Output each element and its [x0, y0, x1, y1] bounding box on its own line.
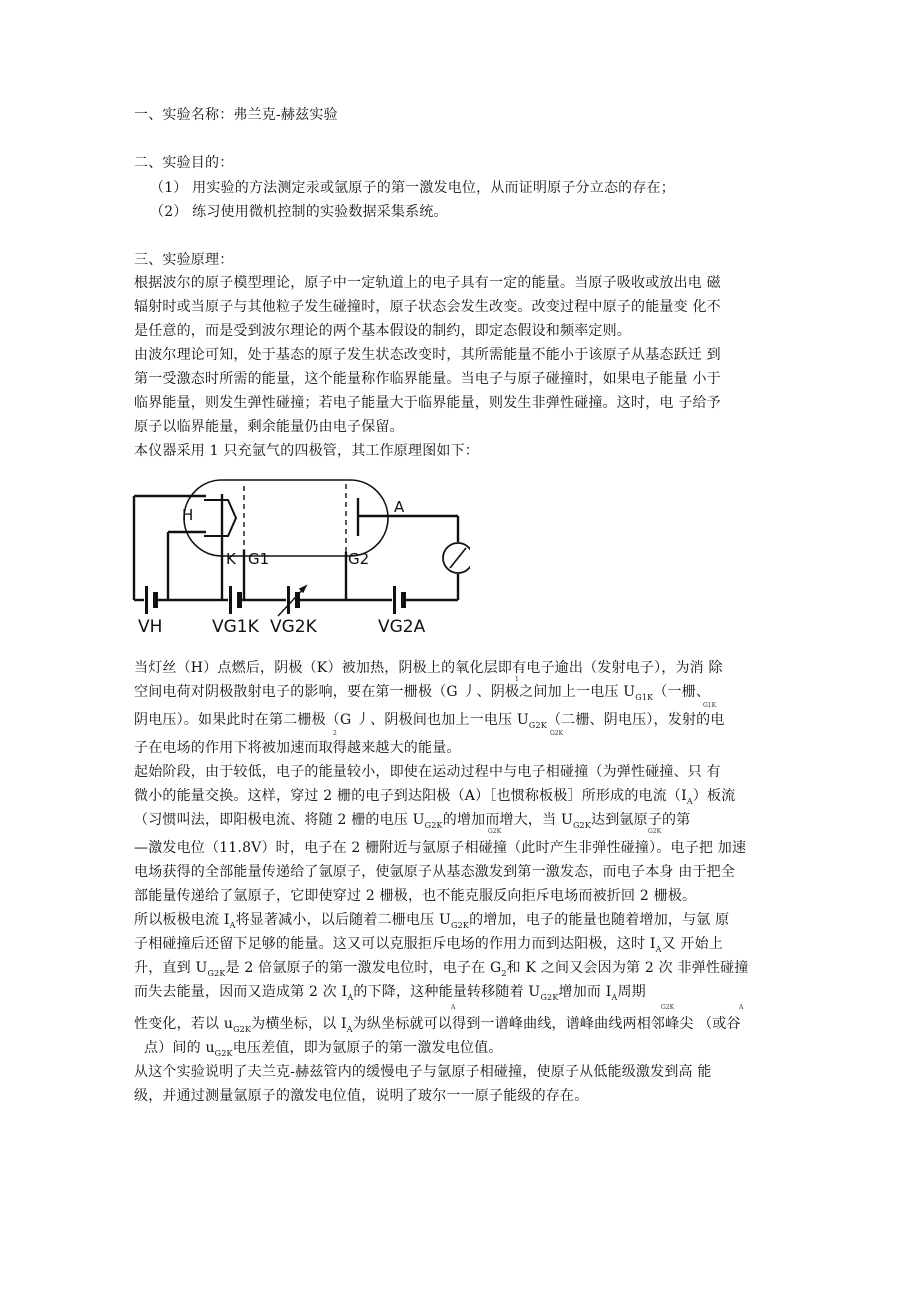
para2-line-2: 第一受激态时所需的能量，这个能量称作临界能量。当电子与原子碰撞时，如果电子能量 小于: [134, 371, 721, 387]
para3-line-2-tail: （一栅、: [653, 684, 711, 700]
para5-line-1: [134, 911, 729, 935]
sub-g2k-6: G2K: [540, 992, 559, 1002]
para5-line-5-text: 性变化，若以 u: [134, 1016, 234, 1032]
battery-vg1k-short-plate: [237, 592, 242, 608]
para5-line-2-tail: 又 开始上: [661, 936, 724, 952]
tiny-note-g2k-3: G2K: [648, 828, 662, 835]
para2-line-5: 本仪器采用 1 只充氩气的四极管，其工作原理图如下：: [134, 443, 480, 459]
para5-line-6-text: 点）间的 u: [144, 1040, 215, 1056]
para6-line-1: 从这个实验说明了夫兰克-赫兹管内的缓慢电子与氩原子相碰撞，使原子从低能级激发到高 能: [134, 1064, 712, 1080]
para5-line-4-tail: 周期: [617, 984, 646, 1000]
objective-1: （1） 用实验的方法测定汞或氩原子的第一激发电位，从而证明原子分立态的存在；: [150, 180, 675, 196]
tiny-note-g1k: G1K: [703, 702, 717, 709]
para5-line-5: [134, 1015, 741, 1039]
para1-line-3: 是任意的，而是受到波尔理论的两个基本假设的制约，即定态假设和频率定则。: [134, 323, 631, 339]
para4-line-5: 电场获得的全部能量传递给了氩原子，使氩原子从基态激发到第一激发态，而电子本身 由于把全: [134, 864, 736, 880]
para4-line-2: [134, 787, 735, 811]
battery-vg2k-long-plate: [287, 586, 290, 614]
para4-line-4: —激发电位（11.8V）时，电子在 2 栅附近与氩原子相碰撞（此时产生非弹性碰撞）。电子把 加速: [134, 840, 747, 856]
section-title-1: 一、实验名称：弗兰克-赫兹实验: [134, 107, 338, 123]
para5-line-4: [134, 983, 646, 1007]
label-a: A: [394, 498, 405, 516]
sub-g2k-2: G2K: [424, 820, 443, 830]
sub-g2k: G2K: [528, 720, 547, 730]
para3-line-3-text: 阴电压）。如果此时在第二栅极（G 丿、阴极间也加上一电压 U: [134, 712, 529, 728]
battery-vg2a-short-plate: [401, 592, 406, 608]
battery-vg2a-long-plate: [393, 586, 396, 614]
para5-line-3: [134, 959, 748, 983]
label-vh: VH: [138, 617, 163, 637]
para3-line-1: 当灯丝（H）点燃后，阴极（K）被加热，阴极上的氧化层即有电子逾出（发射电子），为消 除: [134, 660, 723, 676]
para4-line-1: 起始阶段，由于较低，电子的能量较小，即使在运动过程中与电子相碰撞（为弹性碰撞、只 有: [134, 764, 721, 780]
para1-line-1: 根据波尔的原子模型理论，原子中一定轨道上的电子具有一定的能量。当原子吸收或放出电 磁: [134, 275, 721, 291]
sub-a-4: A: [347, 992, 354, 1002]
tiny-note-a: A: [451, 1004, 456, 1011]
tiny-note-g2k: G2K: [550, 730, 564, 737]
para4-line-2-tail: ）板流: [692, 788, 736, 804]
para4-line-3-mid: 的增加而增大，当 U: [442, 812, 573, 828]
sub-g2k-4: G2K: [451, 920, 470, 930]
para2-line-4: 原子以临界能量，剩余能量仍由电子保留。: [134, 419, 404, 435]
sub-2: 2: [501, 968, 507, 978]
battery-vh-long-plate: [145, 586, 148, 614]
para5-line-6: [144, 1039, 503, 1063]
para4-line-3-tail: 达到氩原子的第: [591, 812, 691, 828]
tiny-note-a-2: A: [739, 1004, 744, 1011]
para5-line-4-text: 而失去能量，因而又造成第 2 次 I: [134, 984, 348, 1000]
para3-line-2: [134, 683, 710, 707]
sub-g2k-8: G2K: [214, 1048, 233, 1058]
para4-line-3-text: （习惯叫法，即阳极电流、将随 2 栅的电压 U: [134, 812, 425, 828]
para1-line-2: 辐射时或当原子与其他粒子发生碰撞时，原子状态会发生改变。改变过程中原子的能量变 化不: [134, 299, 721, 315]
tiny-note-2: 2: [333, 730, 337, 737]
label-g2: G2: [348, 550, 370, 568]
tiny-note-1: 1: [515, 676, 519, 683]
section-title-2: 二、实验目的：: [134, 155, 234, 171]
para4-line-6: 部能量传递给了氩原子，它即使穿过 2 栅极，也不能克服反向拒斥电场而被折回 2 栅极。: [134, 888, 697, 904]
sub-g2k-7: G2K: [233, 1024, 252, 1034]
para2-line-1: 由波尔理论可知，处于基态的原子发生状态改变时，其所需能量不能小于该原子从基态跃迁 到: [134, 347, 721, 363]
sub-a-5: A: [611, 992, 618, 1002]
para3-line-3: [134, 711, 725, 735]
para6-line-2: 级，并通过测量氩原子的激发电位值，说明了玻尔一一原子能级的存在。: [134, 1088, 589, 1104]
tiny-note-g2k-4: G2K: [661, 1004, 675, 1011]
label-g1: G1: [248, 550, 270, 568]
para5-line-4-mid: 的下降，这种能量转移随着 U: [353, 984, 541, 1000]
sub-a-2: A: [229, 920, 236, 930]
objective-2: （2） 练习使用微机控制的实验数据采集系统。: [150, 204, 448, 220]
para5-line-6-tail: 电压差值，即为氩原子的第一激发电位值。: [232, 1040, 503, 1056]
section-title-3: 三、实验原理：: [134, 252, 234, 268]
para5-line-4-mid2: 增加而 I: [558, 984, 612, 1000]
para5-line-5-mid: 为横坐标，以 I: [251, 1016, 347, 1032]
label-vg2k: VG2K: [270, 617, 317, 637]
sub-a: A: [686, 796, 693, 806]
para3-line-3-tail: （二栅、阴电压），发射的电: [546, 712, 725, 728]
para3-line-2-text: 空间电荷对阴极散射电子的影响，要在第一栅极（G 丿、阴极之间加上一电压 U: [134, 684, 636, 700]
label-vg2a: VG2A: [378, 617, 426, 637]
para5-line-3-tail: 和 K 之间又会因为第 2 次 非弹性碰撞: [506, 960, 749, 976]
sub-a-6: A: [346, 1024, 353, 1034]
para2-line-3: 临界能量，则发生弹性碰撞；若电子能量大于临界能量，则发生非弹性碰撞。这时，电 子给予: [134, 395, 721, 411]
para3-line-4: 子在电场的作用下将被加速而取得越来越大的能量。: [134, 740, 461, 756]
tiny-note-g2k-2: G2K: [488, 828, 502, 835]
sub-g2k-3: G2K: [572, 820, 592, 830]
label-h: H: [182, 506, 194, 524]
sub-g2k-5: G2K: [207, 968, 226, 978]
para5-line-1-text: 所以板极电流 I: [134, 912, 230, 928]
para5-line-2: [134, 935, 723, 959]
sub-g1k: G1K: [635, 692, 654, 702]
label-k: K: [226, 550, 236, 568]
para5-line-5-tail: 为纵坐标就可以得到一谱峰曲线，谱峰曲线两相邻峰尖 （或谷: [352, 1016, 741, 1032]
label-vg1k: VG1K: [212, 617, 259, 637]
para5-line-3-text: 升，直到 U: [134, 960, 208, 976]
para4-line-2-text: 微小的能量交换。这样，穿过 2 栅的电子到达阳极（A）［也惯称板极］所形成的电流（I: [134, 788, 687, 804]
para5-line-1-mid: 将显著减小，以后随着二栅电压 U: [235, 912, 452, 928]
para5-line-2-text: 子相碰撞后还留下足够的能量。这又可以克服拒斥电场的作用力而到达阳极，这时 I: [134, 936, 656, 952]
para4-line-3: [134, 811, 690, 835]
franck-hertz-circuit-diagram: [130, 470, 470, 638]
battery-vg1k-long-plate: [229, 586, 232, 614]
battery-vh-short-plate: [153, 592, 158, 608]
para5-line-1-tail: 的增加，电子的能量也随着增加，与氩 原: [469, 912, 730, 928]
para5-line-3-mid: 是 2 倍氩原子的第一激发电位时，电子在 G: [225, 960, 502, 976]
sub-a-3: A: [655, 944, 662, 954]
